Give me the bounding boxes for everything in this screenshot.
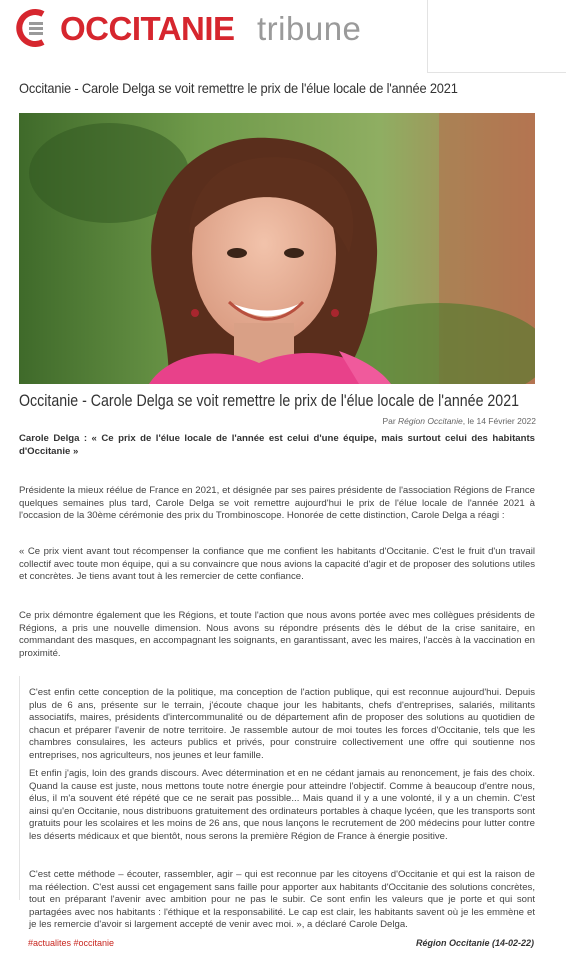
occitanie-logo-icon[interactable] [15,8,55,48]
logo-wordmark-bold[interactable]: OCCITANIE [60,10,235,47]
byline-author[interactable]: Région Occitanie [398,416,463,426]
article-paragraph: Ce prix démontre également que les Régions, et toute l'action que nous avons portée avec mes collègues présidents de Régions, a pris une nouvelle dimension. Nous avons su répondre présents dès le début de la crise sanitaire, en commandant des masques, en accompagnant les soignants, en garantissant, avec les maires, l'accès à la vaccination en proximité. [19,610,535,659]
page-title: Occitanie - Carole Delga se voit remettre le prix de l'élue locale de l'année 2021 [19,80,458,96]
quote-paragraph: C'est enfin cette conception de la politique, ma conception de l'action publique, qui est reconnue aujourd'hui. Depuis plus de 6 ans, présente sur le terrain, j'écoute chaque jour les habitants, chefs d'entreprises, salariés, militants associatifs, maires, présidents d'intercommunalité ou de département afin de proposer des solutions au quotidien de chacun et préparer l'avenir de notre territoire. Je rassemble autour de moi toutes les forces d'Occitanie, tels que les chambres consulaires, les acteurs publics et privés, pour construire collectivement une offre qui soutienne nos entreprises, nos agriculteurs, nos jeunes et leur famille. [29,687,535,761]
article-photo [19,113,535,384]
article-lead: Carole Delga : « Ce prix de l'élue locale de l'année est celui d'une équipe, mais surtout celui des habitants d'Occitanie » [19,433,535,457]
byline-date: , le 14 Février 2022 [462,416,536,426]
header-divider-horizontal [427,72,566,73]
byline-prefix: Par [382,416,399,426]
article-tags[interactable]: #actualites #occitanie [28,938,115,948]
article-paragraph: Présidente la mieux réélue de France en 2021, et désignée par ses paires présidente de l'association Régions de France quelques semaines plus tard, Carole Delga se voit remettre aujourd'hui le prix de l'élue locale de l'année 2021 à l'occasion de la 30ème cérémonie des prix du Trombinoscope. Honorée de cette distinction, Carole Delga a réagi : [19,485,535,522]
article-title: Occitanie - Carole Delga se voit remettre le prix de l'élue locale de l'année 2021 [19,392,519,410]
header-divider-vertical [427,0,428,72]
quote-paragraph: Et enfin j'agis, loin des grands discours. Avec détermination et en ne cédant jamais au renoncement, je fais des choix. Quand la cause est juste, nous mettons toute notre énergie pour atteindre l'objectif. Comme à beaucoup d'entre nous, élus, il m'a souvent été répété que ce ne serait pas possible... Mais quand il y a une volonté, il y a un chemin. C'est ainsi qu'en Occitanie, nous distribuons gratuitement des ordinateurs portables à chaque lycéen, que les transports sont gratuits pour les scolaires et les moins de 26 ans, que nous lançons le recrutement de 200 médecins pour lutter contre les déserts médicaux et que bientôt, nous serons la première Région de France à énergie positive. [29,768,535,842]
article-source: Région Occitanie (14-02-22) [415,938,534,948]
article-paragraph: « Ce prix vient avant tout récompenser la confiance que me confient les habitants d'Occitanie. C'est le fruit d'un travail collectif avec toute mon équipe, qui a su convaincre que nous avions la capacité d'agir et de proposer des solutions utiles et concrètes. Je tiens avant tout à les remercier de cette confiance. [19,546,535,583]
quote-paragraph: C'est cette méthode – écouter, rassembler, agir – qui est reconnue par les citoyens d'Occitanie et qui est la raison de ma réélection. C'est aussi cet engagement sans faille pour apporter aux habitants d'Occitanie des solutions concrètes, tout en préparant l'avenir avec ambition pour ne pas le subir. Ce sont enfin les valeurs que je porte et qui sont partagées avec nos habitants : l'éthique et la responsabilité. Le cap est clair, les habitants savent où je les emmène et je les remercie d'avoir si largement accepté de venir avec moi. », a déclaré Carole Delga. [29,869,535,931]
logo-wordmark-light[interactable]: tribune [257,10,362,47]
site-header [0,0,566,74]
article-byline [382,416,536,426]
